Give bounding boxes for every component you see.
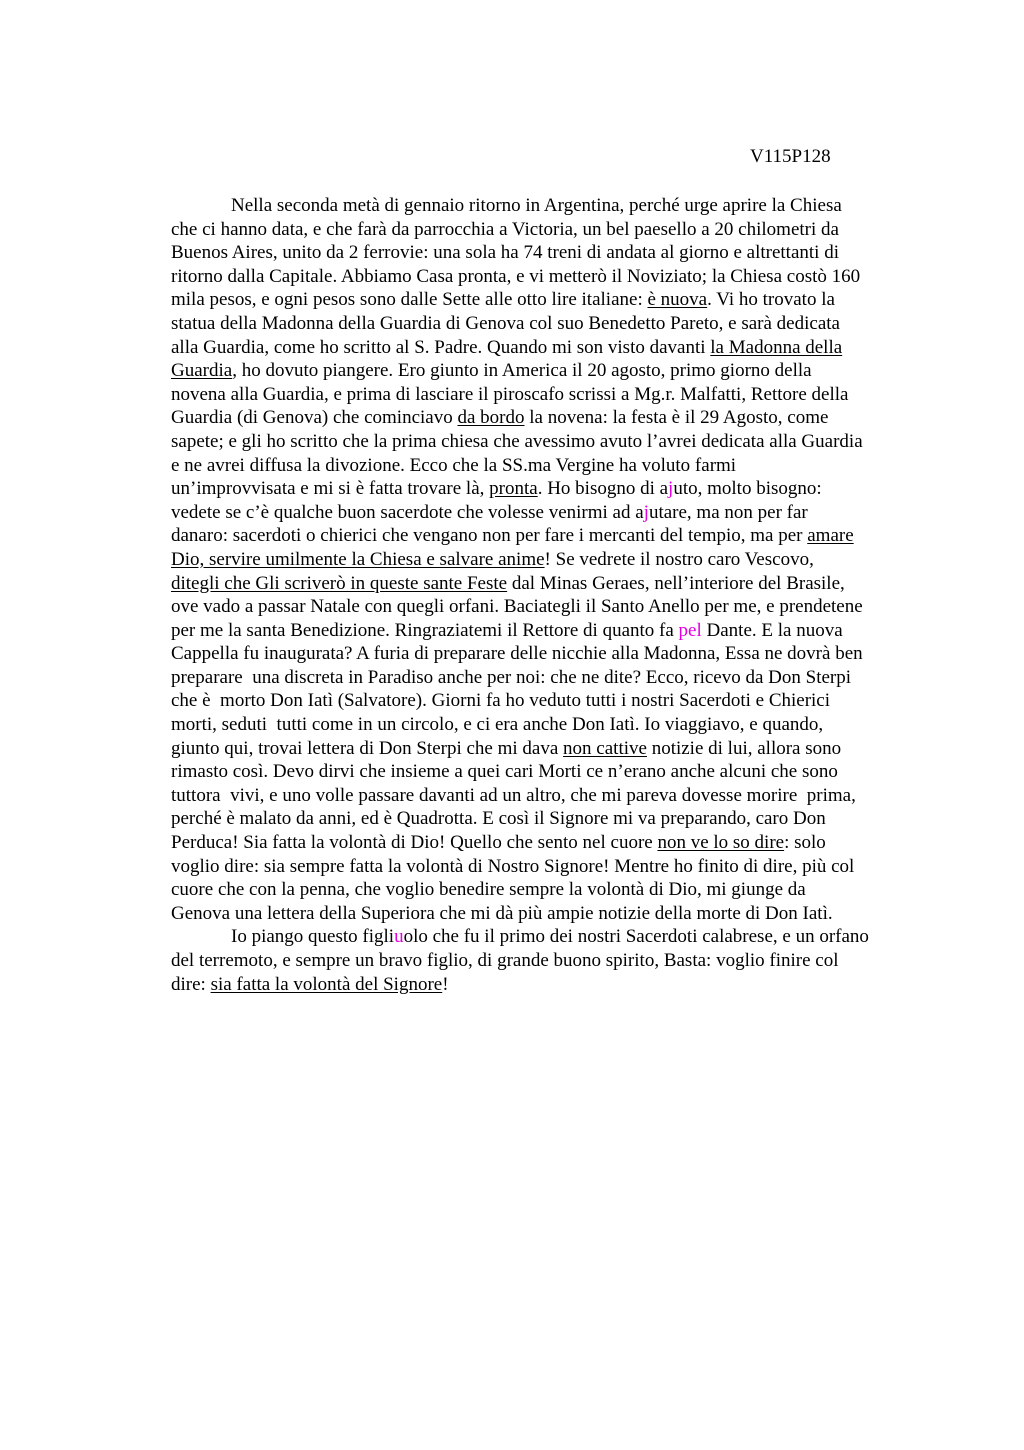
- paragraph-1: [171, 194, 931, 925]
- highlighted-letter: u: [394, 926, 404, 948]
- underlined-phrase: sia fatta la volontà del Signore: [210, 973, 443, 995]
- highlighted-letter: j: [668, 478, 674, 500]
- underlined-phrase: ditegli che Gli scriverò in queste sante Feste: [171, 572, 508, 594]
- text-run: !: [442, 973, 449, 995]
- text-run: alla Guardia, come ho scritto al S. Padre. Quando mi son visto davanti: [171, 336, 711, 358]
- underlined-phrase: non cattive: [563, 737, 647, 759]
- text-run: vedete se c’è qualche buon sacerdote che volesse venirmi ad a: [171, 501, 644, 523]
- text-line: [171, 524, 931, 548]
- text-run: un’improvvisata e mi si è fatta trovare là,: [171, 478, 490, 500]
- text-line: voglio dire: sia sempre fatta la volontà di Nostro Signore! Mentre ho finito di dire, più col: [171, 855, 855, 877]
- text-run: olo che fu il primo dei nostri Sacerdoti calabrese, e un orfano: [403, 926, 869, 948]
- text-line: Nella seconda metà di gennaio ritorno in Argentina, perché urge aprire la Chiesa: [231, 195, 842, 216]
- text-line: perché è malato da anni, ed è Quadrotta. E così il Signore mi va preparando, caro Don: [171, 808, 826, 830]
- text-line: cuore che con la penna, che voglio benedire sempre la volontà di Dio, mi giunge da: [171, 879, 806, 901]
- text-run: Guardia (di Genova) che cominciavo: [171, 407, 458, 429]
- text-line: e ne avrei diffusa la divozione. Ecco che la SS.ma Vergine ha voluto farmi: [171, 454, 737, 476]
- text-run: : solo: [784, 832, 826, 854]
- text-line: sapete; e gli ho scritto che la prima chiesa che avessimo avuto l’avrei dedicata alla Guardia: [171, 430, 863, 452]
- text-run: dire:: [171, 973, 211, 995]
- text-run: uto, molto bisogno:: [673, 478, 822, 500]
- text-run: Dante. E la nuova: [701, 619, 843, 641]
- text-run: la novena: la festa è il 29 Agosto, come: [524, 407, 829, 429]
- text-line: [171, 548, 931, 572]
- text-run: mila pesos, e ogni pesos sono dalle Sette alle otto lire italiane:: [171, 289, 648, 311]
- underlined-phrase: Guardia: [171, 360, 233, 382]
- text-line: [171, 619, 931, 643]
- text-line: novena alla Guardia, e prima di lasciare il piroscafo scrissi a Mg.r. Malfatti, Rettore della: [171, 383, 849, 405]
- text-line: [171, 336, 931, 360]
- text-run: . Ho bisogno di a: [537, 478, 669, 500]
- underlined-phrase: amare: [807, 525, 854, 547]
- text-line: Cappella fu inaugurata? A furia di preparare delle nicchie alla Madonna, Essa ne dovrà ben: [171, 643, 863, 665]
- underlined-phrase: Dio, servire umilmente la Chiesa e salvare anime: [171, 548, 545, 570]
- text-line: morti, seduti tutti come in un circolo, e ci era anche Don Iatì. Io viaggiavo, e quando,: [171, 714, 824, 736]
- text-line: rimasto così. Devo dirvi che insieme a quei cari Morti ce n’erano anche alcuni che sono: [171, 761, 838, 783]
- text-line: ove vado a passar Natale con quegli orfani. Baciategli il Santo Anello per me, e prendetene: [171, 596, 863, 618]
- text-line: [171, 973, 931, 997]
- text-run: per me la santa Benedizione. Ringraziatemi il Rettore di quanto fa: [171, 619, 679, 641]
- text-line: Buenos Aires, unito da 2 ferrovie: una sola ha 74 treni di andata al giorno e altrettanti di: [171, 242, 839, 264]
- text-line: [171, 477, 931, 501]
- text-run: danaro: sacerdoti o chierici che vengano non per fare i mercanti del tempio, ma per: [171, 525, 808, 547]
- text-run: giunto qui, trovai lettera di Don Sterpi che mi dava: [171, 737, 564, 759]
- underlined-phrase: la Madonna della: [710, 336, 843, 358]
- text-line: [171, 288, 931, 312]
- text-run: dal Minas Geraes, nell’interiore del Brasile,: [507, 572, 845, 594]
- text-line: [171, 572, 931, 596]
- highlighted-word: pel: [678, 619, 702, 641]
- text-line: preparare una discreta in Paradiso anche per noi: che ne dite? Ecco, ricevo da Don Sterpi: [171, 666, 852, 688]
- underlined-phrase: è nuova: [647, 289, 708, 311]
- underlined-phrase: pronta: [489, 478, 538, 500]
- text-line: [171, 406, 931, 430]
- text-line: [171, 925, 931, 949]
- text-run: utare, ma non per far: [648, 501, 808, 523]
- text-line: del terremoto, e sempre un bravo figlio, di grande buono spirito, Basta: voglio finire col: [171, 950, 839, 971]
- text-line: [171, 501, 931, 525]
- page-reference-code: V115P128: [750, 146, 831, 167]
- text-run: . Vi ho trovato la: [707, 289, 835, 311]
- text-run: Io piango questo figli: [231, 926, 395, 948]
- text-line: tuttora vivi, e uno volle passare davanti ad un altro, che mi pareva dovesse morire prima,: [171, 784, 856, 806]
- text-line: statua della Madonna della Guardia di Genova col suo Benedetto Pareto, e sarà dedicata: [171, 312, 840, 334]
- text-line: ritorno dalla Capitale. Abbiamo Casa pronta, e vi metterò il Noviziato; la Chiesa costò 160: [171, 265, 861, 287]
- text-line: che è morto Don Iatì (Salvatore). Giorni fa ho veduto tutti i nostri Sacerdoti e Chierici: [171, 690, 831, 712]
- text-run: , ho dovuto piangere. Ero giunto in America il 20 agosto, primo giorno della: [232, 360, 812, 382]
- underlined-phrase: da bordo: [457, 407, 525, 429]
- text-line: Genova una lettera della Superiora che mi dà più ampie notizie della morte di Don Iatì.: [171, 902, 833, 924]
- text-run: notizie di lui, allora sono: [646, 737, 842, 759]
- paragraph-2: [171, 925, 931, 996]
- text-line: che ci hanno data, e che farà da parrocchia a Victoria, un bel paesello a 20 chilometri da: [171, 218, 839, 240]
- letter-body: [171, 194, 931, 996]
- text-line: [171, 359, 931, 383]
- underlined-phrase: non ve lo so dire: [657, 832, 785, 854]
- text-run: ! Se vedrete il nostro caro Vescovo,: [544, 548, 814, 570]
- text-line: [171, 831, 931, 855]
- text-line: [171, 737, 931, 761]
- text-run: Perduca! Sia fatta la volontà di Dio! Quello che sento nel cuore: [171, 832, 658, 854]
- highlighted-letter: j: [643, 501, 649, 523]
